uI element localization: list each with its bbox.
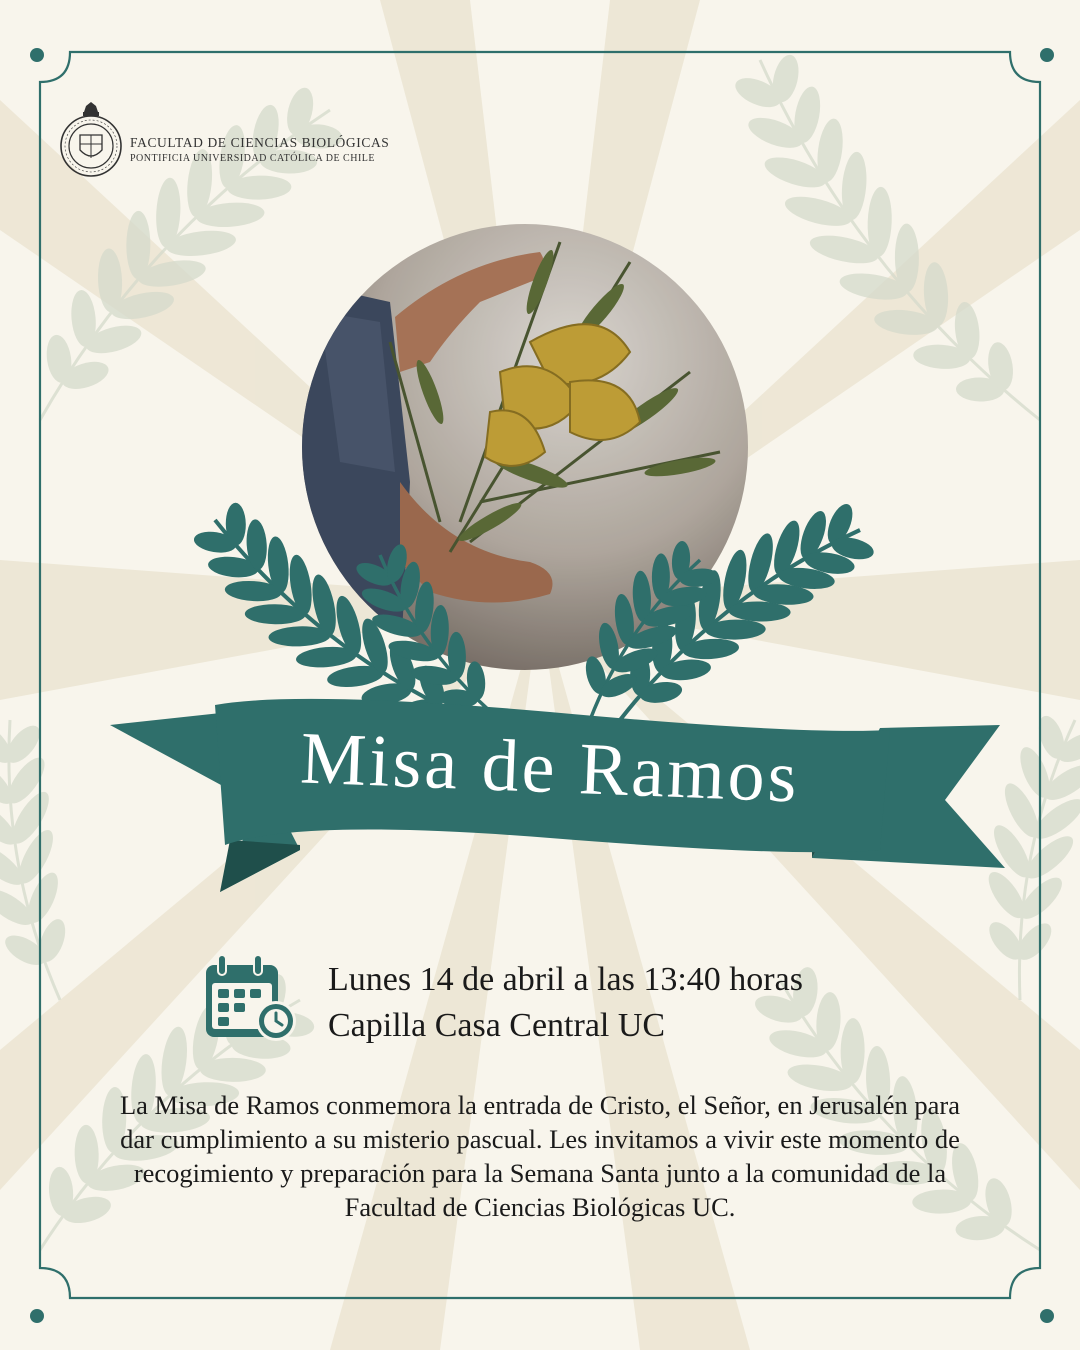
- event-location: Capilla Casa Central UC: [328, 1007, 666, 1044]
- event-title: Misa de Ramos: [298, 717, 802, 819]
- event-date-time: Lunes 14 de abril a las 13:40 horas: [328, 961, 803, 998]
- calendar-clock-icon: [202, 955, 302, 1045]
- palm-fronds: [192, 501, 875, 725]
- event-description: La Misa de Ramos conmemora la entrada de Cristo, el Señor, en Jerusalén para dar cumplimiento a su misterio pascual. Les invitamos a vivir este momento de recogimiento y preparación para la Semana Santa junto a la comunidad de la Facultad de Ciencias Biológicas UC.: [119, 1090, 961, 1222]
- faculty-name: FACULTAD DE CIENCIAS BIOLÓGICAS: [130, 135, 390, 150]
- university-name: PONTIFICIA UNIVERSIDAD CATÓLICA DE CHILE: [130, 153, 375, 164]
